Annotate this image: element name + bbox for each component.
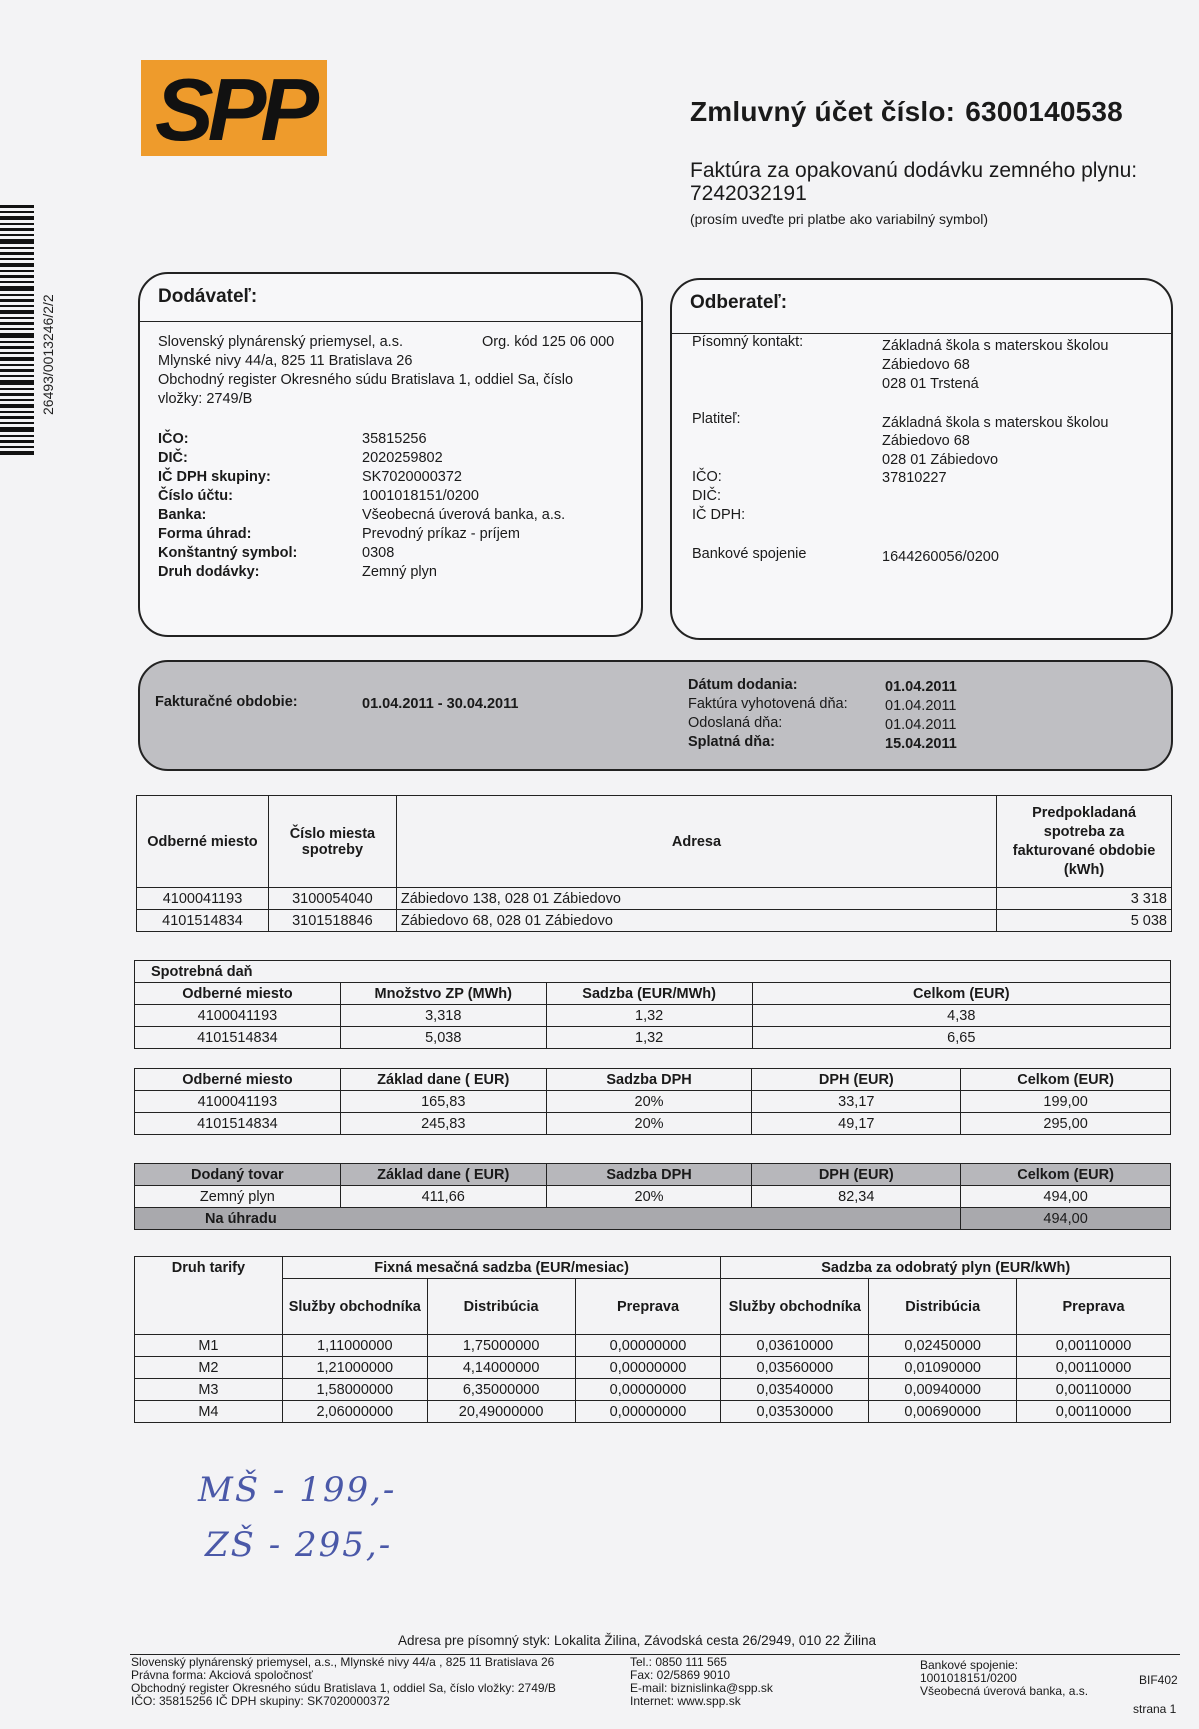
table-cell: 165,83 <box>340 1091 546 1113</box>
excise-tax-table <box>134 960 1171 1049</box>
table-cell: Zábiedovo 68, 028 01 Zábiedovo <box>396 910 996 932</box>
col-header: Základ dane ( EUR) <box>340 1164 546 1186</box>
invoice-note: (prosím uveďte pri platbe ako variabilný symbol) <box>690 211 989 227</box>
table-cell: 1,11000000 <box>282 1335 427 1357</box>
supplier-field-label: Konštantný symbol: <box>158 545 298 561</box>
footer-contact-line: Fax: 02/5869 9010 <box>630 1668 731 1682</box>
col-header: Základ dane ( EUR) <box>340 1069 546 1091</box>
period-value: 01.04.2011 - 30.04.2011 <box>362 696 519 712</box>
col-header: Celkom (EUR) <box>961 1069 1171 1091</box>
supplier-field-label: DIČ: <box>158 450 188 466</box>
table-cell: M2 <box>135 1357 283 1379</box>
table-cell: 0,00110000 <box>1017 1379 1171 1401</box>
supplier-field-value: Prevodný príkaz - príjem <box>362 526 520 542</box>
group-header: Sadzba za odobratý plyn (EUR/kWh) <box>721 1257 1171 1279</box>
col-header: DPH (EUR) <box>752 1069 961 1091</box>
col-header: Odberné miesto <box>137 796 269 888</box>
goods-total-table <box>134 1163 1171 1230</box>
table-cell: 3 318 <box>997 888 1172 910</box>
footer-contact-line: E-mail: biznislinka@spp.sk <box>630 1681 773 1695</box>
col-header: Preprava <box>1017 1279 1171 1335</box>
customer-ico-label: IČO: <box>692 469 722 485</box>
table-cell: 20,49000000 <box>427 1401 575 1423</box>
payer-line: 028 01 Zábiedovo <box>882 452 999 468</box>
table-cell: 4100041193 <box>137 888 269 910</box>
col-header: Distribúcia <box>427 1279 575 1335</box>
table-row <box>135 1027 1171 1049</box>
table-cell: 0,03540000 <box>721 1379 869 1401</box>
table-cell: 6,65 <box>752 1027 1170 1049</box>
footer-bank-line: 1001018151/0200 <box>920 1671 1017 1685</box>
supplier-org-code: Org. kód 125 06 000 <box>482 334 615 350</box>
table-cell: 0,03530000 <box>721 1401 869 1423</box>
footer-company-line: Obchodný register Okresného súdu Bratislava 1, oddiel Sa, číslo vložky: 2749/B <box>131 1681 556 1695</box>
footer-contact-line: Tel.: 0850 111 565 <box>630 1655 727 1669</box>
table-cell: 20% <box>546 1091 752 1113</box>
footer-bank-line: Všeobecná úverová banka, a.s. <box>920 1684 1089 1698</box>
barcode-number: 26493/0013246/2/2 <box>40 294 56 415</box>
table-cell: 0,00000000 <box>575 1401 721 1423</box>
footer-company-line: Slovenský plynárenský priemysel, a.s., Mlynské nivy 44/a , 825 11 Bratislava 26 <box>131 1655 555 1669</box>
consumption-sites-table <box>136 795 1172 932</box>
excise-title: Spotrebná daň <box>135 961 1171 983</box>
table-cell: 3,318 <box>340 1005 546 1027</box>
table-row <box>135 1335 1171 1357</box>
table-cell: 1,32 <box>546 1027 752 1049</box>
table-row <box>137 910 1172 932</box>
supplier-register-1: Obchodný register Okresného súdu Bratislava 1, oddiel Sa, číslo <box>158 372 574 388</box>
table-row <box>135 1113 1171 1135</box>
table-cell: 4,38 <box>752 1005 1170 1027</box>
amount-due-value: 494,00 <box>961 1208 1171 1230</box>
col-header: Odberné miesto <box>135 1069 341 1091</box>
contact-line: Základná škola s materskou školou <box>882 338 1109 354</box>
table-row <box>135 1005 1171 1027</box>
correspondence-address: Adresa pre písomný styk: Lokalita Žilina, Závodská cesta 26/2949, 010 22 Žilina <box>398 1633 877 1648</box>
svg-text:SPP: SPP <box>155 60 314 156</box>
table-cell: 4,14000000 <box>427 1357 575 1379</box>
customer-ico-value: 37810227 <box>882 470 947 486</box>
issued-date-label: Faktúra vyhotovená dňa: <box>688 696 848 712</box>
col-header: Celkom (EUR) <box>961 1164 1171 1186</box>
col-header: Číslo miesta spotreby <box>268 796 396 888</box>
table-cell: 199,00 <box>961 1091 1171 1113</box>
table-row <box>135 1379 1171 1401</box>
col-header: Distribúcia <box>869 1279 1017 1335</box>
col-header: Služby obchodníka <box>721 1279 869 1335</box>
table-row <box>135 1186 1171 1208</box>
table-cell: 1,75000000 <box>427 1335 575 1357</box>
delivery-date-label: Dátum dodania: <box>688 677 798 693</box>
handwritten-note: MŠ - 199,- <box>198 1470 397 1510</box>
table-cell: M4 <box>135 1401 283 1423</box>
table-cell: 5,038 <box>340 1027 546 1049</box>
sent-date-value: 01.04.2011 <box>885 717 957 733</box>
table-row <box>135 1357 1171 1379</box>
customer-bank-value: 1644260056/0200 <box>882 549 999 565</box>
supplier-field-value: 1001018151/0200 <box>362 488 479 504</box>
col-header: Predpokladaná spotreba za fakturované obdobie (kWh) <box>997 796 1172 888</box>
col-header: Adresa <box>396 796 996 888</box>
table-cell: 494,00 <box>961 1186 1171 1208</box>
customer-title: Odberateľ: <box>690 292 788 313</box>
table-row <box>137 888 1172 910</box>
table-cell: 0,03560000 <box>721 1357 869 1379</box>
customer-dic-label: DIČ: <box>692 488 721 504</box>
due-date-label: Splatná dňa: <box>688 734 776 750</box>
table-cell: 1,58000000 <box>282 1379 427 1401</box>
col-header: Služby obchodníka <box>282 1279 427 1335</box>
supplier-field-value: SK7020000372 <box>362 469 462 485</box>
table-cell: 82,34 <box>752 1186 961 1208</box>
table-cell: 0,00690000 <box>869 1401 1017 1423</box>
table-cell: 0,02450000 <box>869 1335 1017 1357</box>
table-cell: 20% <box>546 1186 752 1208</box>
supplier-field-label: Forma úhrad: <box>158 526 252 542</box>
issued-date-value: 01.04.2011 <box>885 698 957 714</box>
table-cell: 3100054040 <box>268 888 396 910</box>
table-cell: Zemný plyn <box>135 1186 341 1208</box>
amount-due-label: Na úhradu <box>135 1208 961 1230</box>
footer-company-line: IČO: 35815256 IČ DPH skupiny: SK7020000372 <box>131 1694 390 1708</box>
supplier-field-value: 0308 <box>362 545 395 561</box>
table-cell: 4101514834 <box>137 910 269 932</box>
table-cell: 1,32 <box>546 1005 752 1027</box>
period-label: Fakturačné obdobie: <box>155 694 298 710</box>
table-cell: 4100041193 <box>135 1005 341 1027</box>
col-header: Celkom (EUR) <box>752 983 1170 1005</box>
supplier-field-value: 35815256 <box>362 431 427 447</box>
table-cell: M3 <box>135 1379 283 1401</box>
group-header: Fixná mesačná sadzba (EUR/mesiac) <box>282 1257 721 1279</box>
payer-line: Zábiedovo 68 <box>882 433 970 449</box>
contact-line: 028 01 Trstená <box>882 376 979 392</box>
col-header: Druh tarify <box>135 1257 283 1335</box>
table-cell: 245,83 <box>340 1113 546 1135</box>
table-cell: 4101514834 <box>135 1113 341 1135</box>
col-header: Sadzba (EUR/MWh) <box>546 983 752 1005</box>
col-header: Sadzba DPH <box>546 1164 752 1186</box>
table-cell: 0,00000000 <box>575 1357 721 1379</box>
supplier-field-label: Banka: <box>158 507 207 523</box>
table-cell: 0,00110000 <box>1017 1335 1171 1357</box>
vat-table <box>134 1068 1171 1135</box>
table-cell: Zábiedovo 138, 028 01 Zábiedovo <box>396 888 996 910</box>
col-header: Sadzba DPH <box>546 1069 752 1091</box>
billing-period-box <box>138 660 1173 771</box>
table-cell: 20% <box>546 1113 752 1135</box>
invoice-number: 7242032191 <box>690 182 807 205</box>
contract-account <box>690 96 1123 128</box>
contract-number: 6300140538 <box>965 96 1123 127</box>
form-code: BIF402 <box>1139 1673 1178 1687</box>
footer-company-line: Právna forma: Akciová spoločnosť <box>131 1668 313 1682</box>
col-header: Množstvo ZP (MWh) <box>340 983 546 1005</box>
col-header: Preprava <box>575 1279 721 1335</box>
col-header: Odberné miesto <box>135 983 341 1005</box>
supplier-field-label: IČ DPH skupiny: <box>158 469 271 485</box>
payer-label: Platiteľ: <box>692 411 741 427</box>
table-cell: 0,00940000 <box>869 1379 1017 1401</box>
sent-date-label: Odoslaná dňa: <box>688 715 783 731</box>
page-number: strana 1 <box>1133 1702 1177 1716</box>
due-date-value: 15.04.2011 <box>885 736 957 752</box>
contact-line: Zábiedovo 68 <box>882 357 970 373</box>
payer-line: Základná škola s materskou školou <box>882 415 1109 431</box>
table-cell: 49,17 <box>752 1113 961 1135</box>
supplier-register-2: vložky: 2749/B <box>158 391 253 407</box>
table-cell: 33,17 <box>752 1091 961 1113</box>
table-cell: 4101514834 <box>135 1027 341 1049</box>
supplier-box <box>138 272 643 637</box>
table-cell: 4100041193 <box>135 1091 341 1113</box>
table-cell: 0,00110000 <box>1017 1401 1171 1423</box>
table-cell: 0,01090000 <box>869 1357 1017 1379</box>
supplier-title: Dodávateľ: <box>158 286 258 307</box>
col-header: Dodaný tovar <box>135 1164 341 1186</box>
supplier-field-label: IČO: <box>158 431 189 447</box>
table-cell: 0,03610000 <box>721 1335 869 1357</box>
table-cell: 411,66 <box>340 1186 546 1208</box>
col-header: DPH (EUR) <box>752 1164 961 1186</box>
customer-box <box>670 278 1173 640</box>
tariff-table <box>134 1256 1171 1423</box>
invoice-title: Faktúra za opakovanú dodávku zemného plynu: <box>690 159 1138 182</box>
delivery-date-value: 01.04.2011 <box>885 679 957 695</box>
table-cell: 0,00000000 <box>575 1335 721 1357</box>
barcode-image <box>0 205 34 455</box>
table-cell: 6,35000000 <box>427 1379 575 1401</box>
table-cell: 0,00110000 <box>1017 1357 1171 1379</box>
table-cell: 1,21000000 <box>282 1357 427 1379</box>
customer-bank-label: Bankové spojenie <box>692 546 807 562</box>
customer-icdph-label: IČ DPH: <box>692 507 746 523</box>
footer-contact-line: Internet: www.spp.sk <box>630 1694 741 1708</box>
handwritten-note: ZŠ - 295,- <box>205 1525 393 1565</box>
contract-label: Zmluvný účet číslo: <box>690 96 956 127</box>
table-cell: 295,00 <box>961 1113 1171 1135</box>
table-row <box>135 1091 1171 1113</box>
table-cell: M1 <box>135 1335 283 1357</box>
spp-logo <box>141 60 327 156</box>
footer-bank-line: Bankové spojenie: <box>920 1658 1019 1672</box>
supplier-field-value: Všeobecná úverová banka, a.s. <box>362 507 566 523</box>
supplier-field-value: Zemný plyn <box>362 564 437 580</box>
supplier-address: Mlynské nivy 44/a, 825 11 Bratislava 26 <box>158 353 413 369</box>
table-row <box>135 1401 1171 1423</box>
table-cell: 5 038 <box>997 910 1172 932</box>
contact-label: Písomný kontakt: <box>692 334 804 350</box>
supplier-field-label: Druh dodávky: <box>158 564 260 580</box>
table-cell: 0,00000000 <box>575 1379 721 1401</box>
supplier-field-value: 2020259802 <box>362 450 443 466</box>
table-cell: 2,06000000 <box>282 1401 427 1423</box>
table-cell: 3101518846 <box>268 910 396 932</box>
supplier-name: Slovenský plynárenský priemysel, a.s. <box>158 334 403 350</box>
supplier-field-label: Číslo účtu: <box>158 488 233 504</box>
